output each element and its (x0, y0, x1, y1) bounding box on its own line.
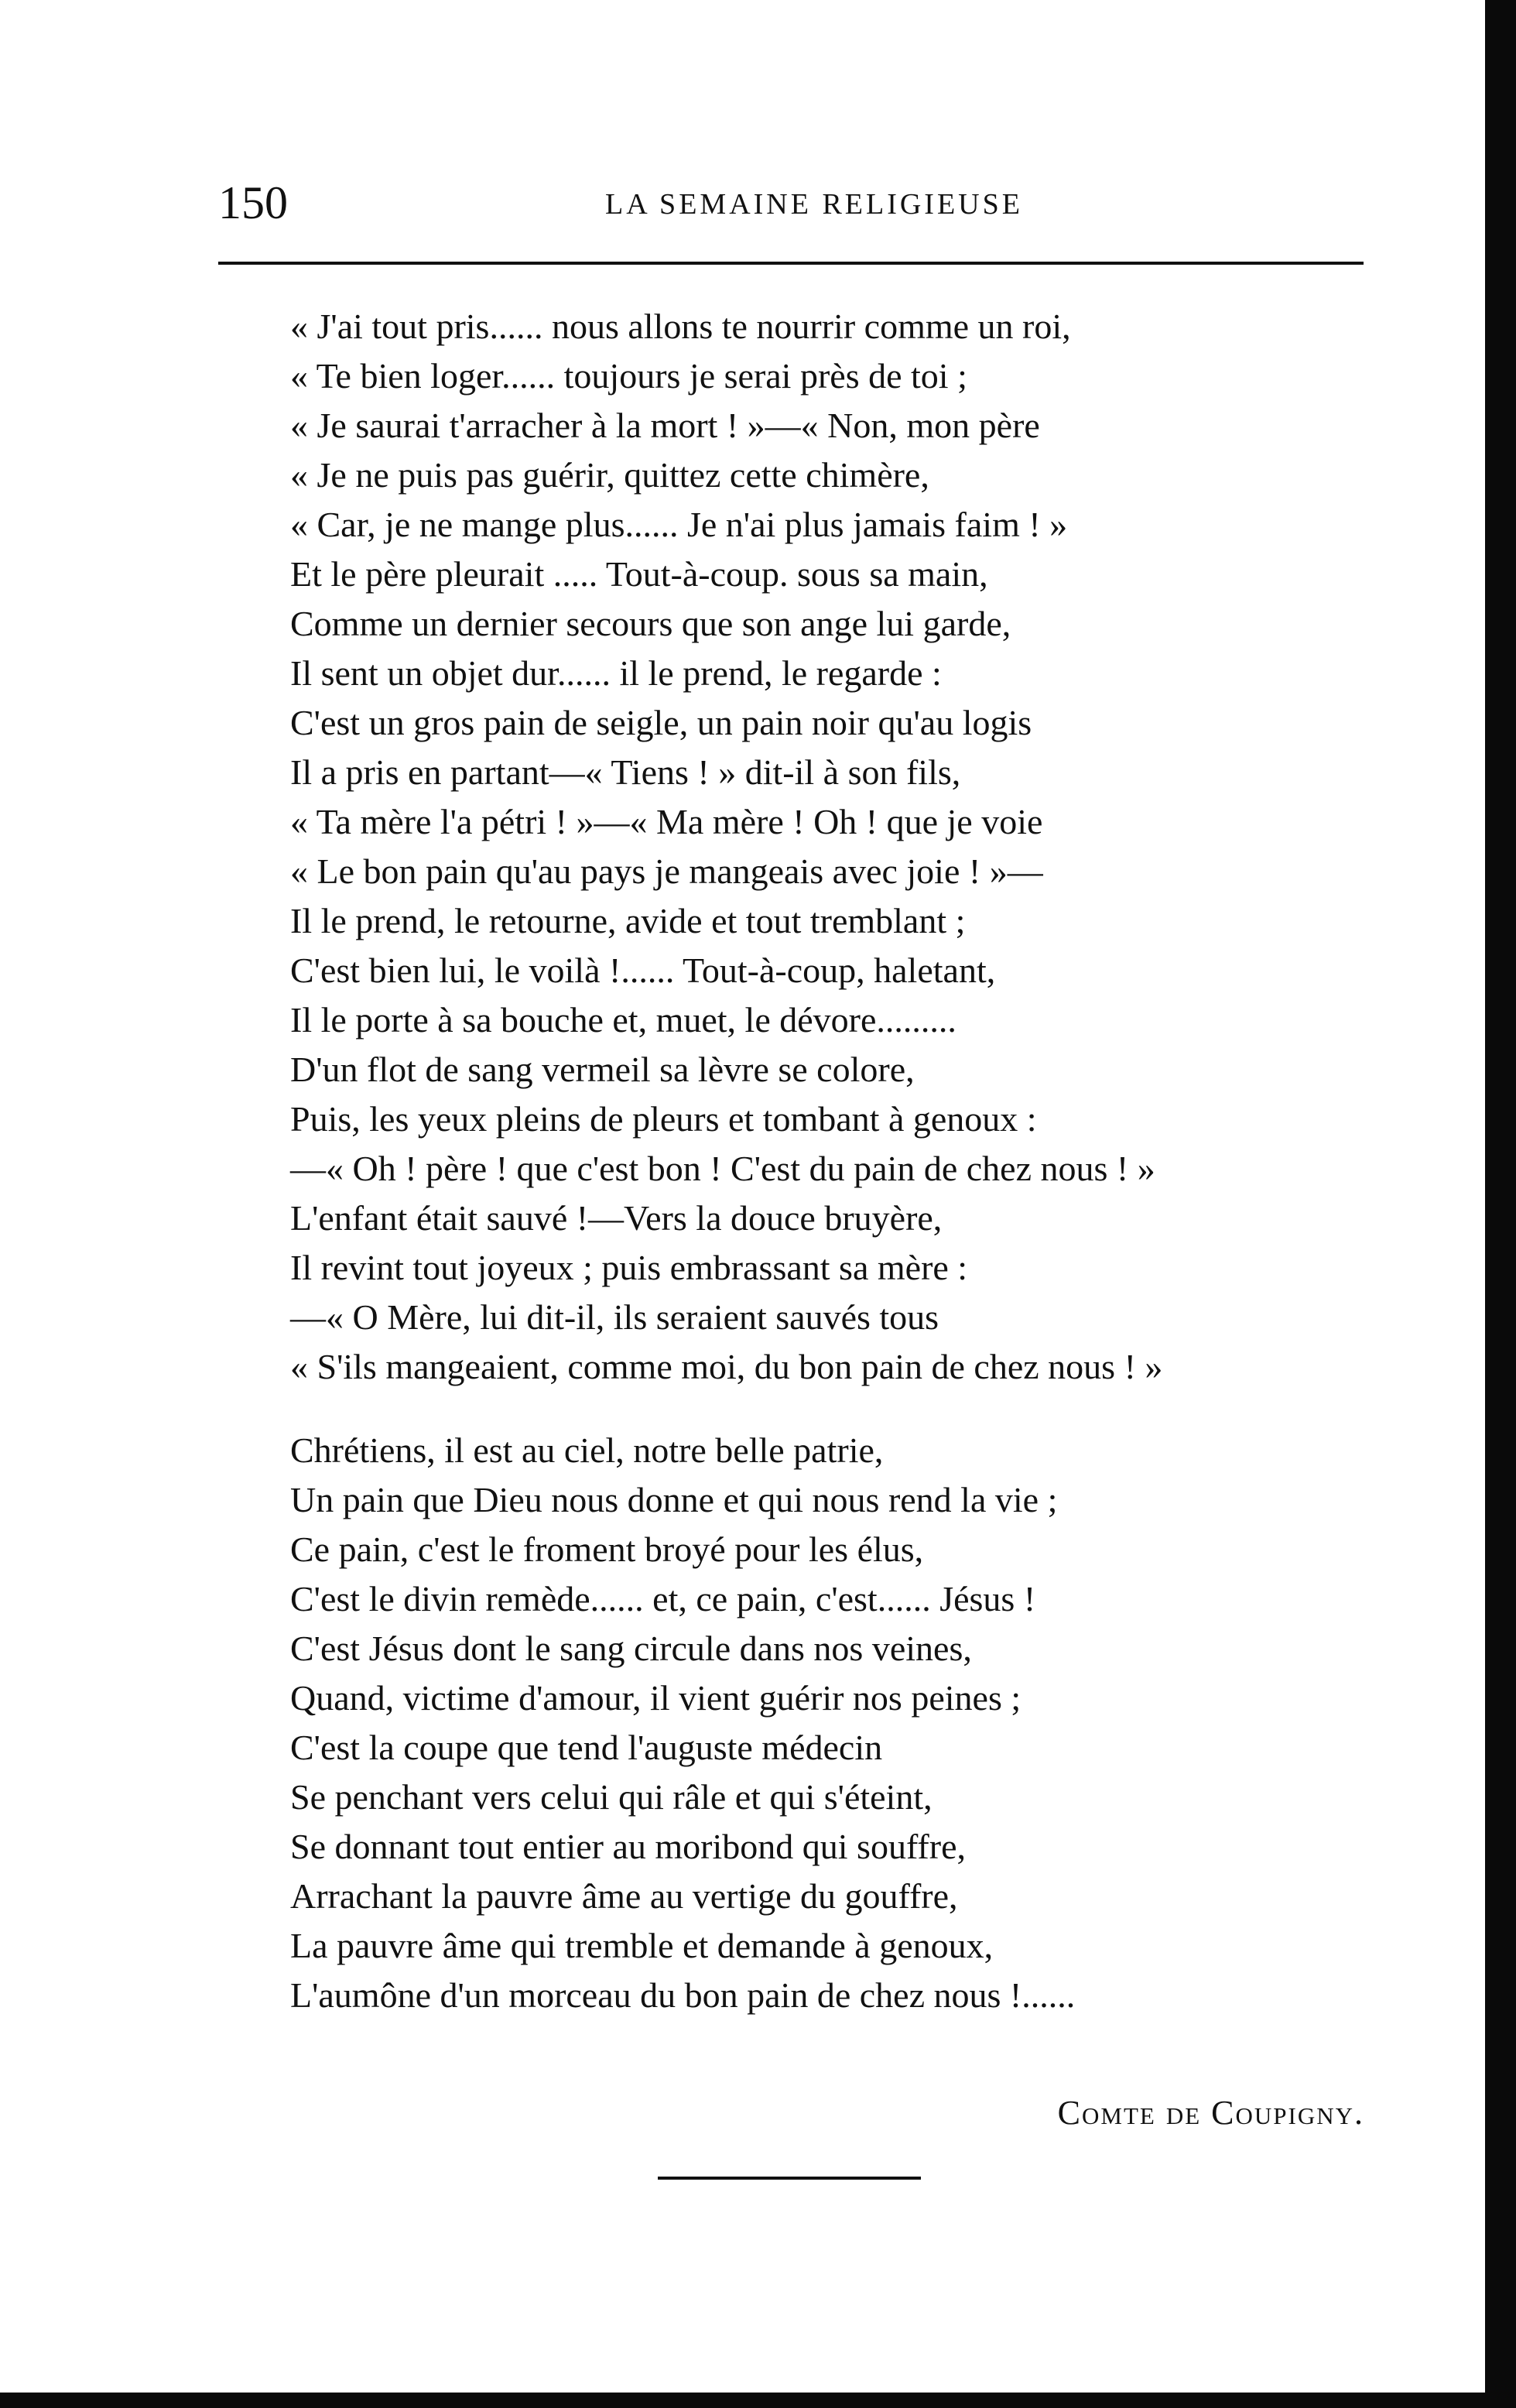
verse-line: La pauvre âme qui tremble et demande à genoux, (290, 1926, 994, 1965)
verse-line: C'est un gros pain de seigle, un pain noir qu'au logis (290, 703, 1032, 742)
verse-line: D'un flot de sang vermeil sa lèvre se colore, (290, 1050, 915, 1089)
verse-line: —« O Mère, lui dit-il, ils seraient sauvés tous (290, 1297, 939, 1337)
verse-line: Et le père pleurait ..... Tout-à-coup. sous sa main, (290, 554, 988, 594)
journal-title: LA SEMAINE RELIGIEUSE (605, 188, 1023, 221)
verse-line: « Te bien loger...... toujours je serai près de toi ; (290, 356, 967, 396)
verse-line: « Ta mère l'a pétri ! »—« Ma mère ! Oh ! que je voie (290, 802, 1043, 841)
verse-line: Il sent un objet dur...... il le prend, le regarde : (290, 653, 942, 693)
verse-line: « Je saurai t'arracher à la mort ! »—« Non, mon père (290, 406, 1040, 445)
verse-line: —« Oh ! père ! que c'est bon ! C'est du pain de chez nous ! » (290, 1149, 1155, 1188)
scan-border-right (1485, 0, 1516, 2408)
verse-line: Comme un dernier secours que son ange lui garde, (290, 604, 1011, 643)
verse-line: Un pain que Dieu nous donne et qui nous rend la vie ; (290, 1480, 1058, 1519)
scan-border-bottom (0, 2393, 1516, 2408)
verse-line: L'enfant était sauvé !—Vers la douce bruyère, (290, 1198, 943, 1238)
verse-line: « S'ils mangeaient, comme moi, du bon pain de chez nous ! » (290, 1347, 1163, 1386)
author-signature: Comte de Coupigny. (1057, 2094, 1364, 2132)
verse-line: Chrétiens, il est au ciel, notre belle patrie, (290, 1430, 884, 1470)
running-head (218, 172, 1364, 234)
page-number: 150 (218, 177, 288, 228)
verse-line: C'est le divin remède...... et, ce pain, c'est...... Jésus ! (290, 1579, 1036, 1618)
closing-rule (658, 2177, 921, 2180)
verse-line: C'est bien lui, le voilà !...... Tout-à-coup, haletant, (290, 951, 996, 990)
poem (290, 302, 1389, 2020)
verse-line: « J'ai tout pris...... nous allons te nourrir comme un roi, (290, 307, 1071, 346)
verse-line: L'aumône d'un morceau du bon pain de chez nous !...... (290, 1975, 1076, 2015)
verse-line: Arrachant la pauvre âme au vertige du gouffre, (290, 1876, 958, 1916)
verse-line: « Le bon pain qu'au pays je mangeais avec joie ! »— (290, 851, 1043, 891)
verse-line: C'est la coupe que tend l'auguste médecin (290, 1728, 883, 1767)
verse-line: Se donnant tout entier au moribond qui souffre, (290, 1827, 966, 1866)
verse-line: Se penchant vers celui qui râle et qui s'éteint, (290, 1777, 933, 1817)
verse-line: Il le prend, le retourne, avide et tout tremblant ; (290, 901, 966, 940)
verse-line: Ce pain, c'est le froment broyé pour les élus, (290, 1529, 924, 1569)
verse-line: Il le porte à sa bouche et, muet, le dévore......... (290, 1000, 956, 1040)
verse-line: Il a pris en partant—« Tiens ! » dit-il à son fils, (290, 752, 961, 792)
verse-line: « Car, je ne mange plus...... Je n'ai plus jamais faim ! » (290, 505, 1068, 544)
header-rule (218, 262, 1364, 265)
verse-line: Puis, les yeux pleins de pleurs et tombant à genoux : (290, 1099, 1037, 1139)
verse-line: Il revint tout joyeux ; puis embrassant sa mère : (290, 1248, 968, 1287)
verse-line: C'est Jésus dont le sang circule dans nos veines, (290, 1629, 972, 1668)
verse-line: Quand, victime d'amour, il vient guérir nos peines ; (290, 1678, 1022, 1718)
verse-line: « Je ne puis pas guérir, quittez cette chimère, (290, 455, 929, 495)
stanza-2 (290, 1426, 1389, 2020)
stanza-1 (290, 302, 1389, 1392)
